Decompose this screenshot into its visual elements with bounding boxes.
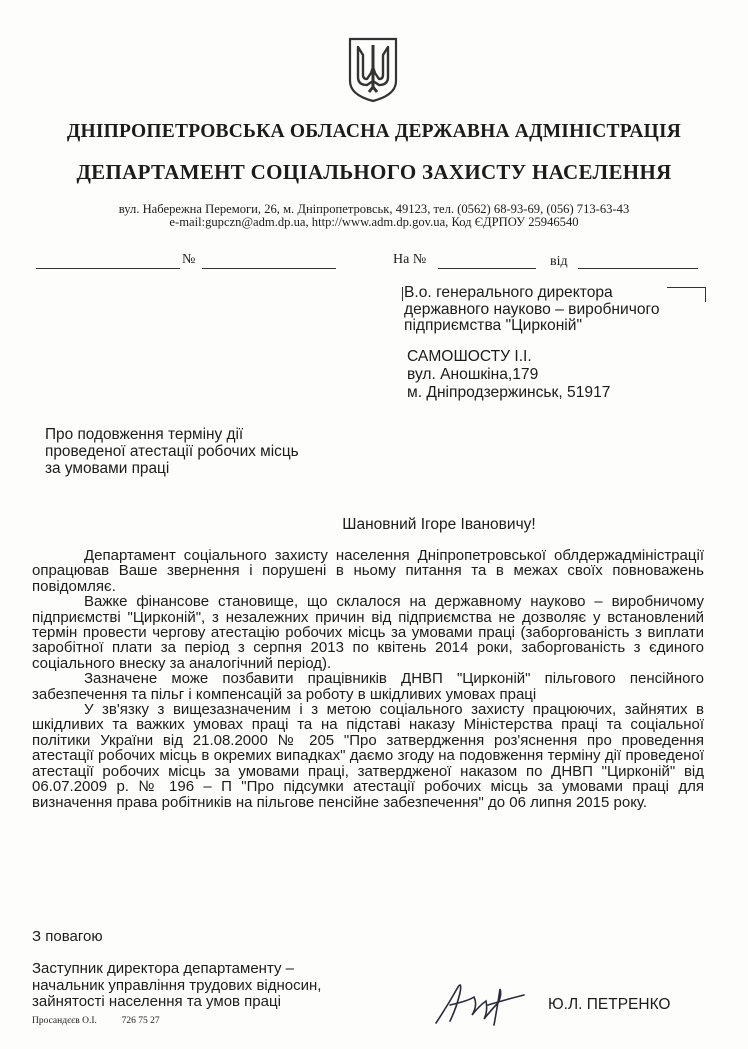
letter-body [32,548,704,810]
executor-info [32,1016,160,1026]
executor-phone: 726 75 27 [121,1016,160,1026]
incoming-date-label: від [550,254,568,269]
outgoing-number-label: № [182,252,196,267]
recipient-city: м. Дніпродзержинськ, 51917 [407,384,611,401]
org-title-department: ДЕПАРТАМЕНТ СОЦІАЛЬНОГО ЗАХИСТУ НАСЕЛЕННЯ [76,160,672,184]
outgoing-number-line [202,268,336,269]
incoming-number-label: На № [393,252,427,267]
address-line-1: вул. Набережна Перемоги, 26, м. Дніпропетровськ, 49123, тел. (0562) 68-93-69, (056) 713-63-43 [118,202,630,216]
org-title-administration: ДНІПРОПЕТРОВСЬКА ОБЛАСНА ДЕРЖАВНА АДМІНІСТРАЦІЯ [66,121,682,142]
body-paragraph-4: У зв'язку з вищезазначеним і з метою соціального захисту працюючих, зайнятих в шкідливих та важких умовах праці та на підставі наказу Міністерства праці та соціальної політики України від 21.08.2000 № 205 "Про затвердження роз'яснення про проведення атестації робочих місць в окремих випадках" даємо згоду на подовження терміну дії проведеної атестації робочих місць за умовами праці, затвердженої наказом по ДНВП "Цирконій" від 06.07.2009 р. № 196 – П "Про підсумки атестації робочих місць за умовами праці для визначення права робітників на пільгове пенсійне забезпечення" до 06 липня 2015 року. [32,701,704,811]
recipient-line-1: В.о. генерального директора [404,284,613,301]
salutation: Шановний Ігоре Івановичу! [342,516,536,533]
trident-coat-of-arms-icon [347,37,399,103]
org-address [0,203,748,229]
position-line-2: начальник управління трудових відносин, [32,976,322,994]
recipient-line-2: державного науково – виробничого [404,300,660,318]
recipient-line-3: підприємства "Цирконій" [404,317,583,334]
recipient-left-bracket [402,287,403,301]
recipient-right-bracket [667,287,706,302]
signatory-name: Ю.Л. ПЕТРЕНКО [548,996,671,1013]
signatory-position [32,961,321,1011]
outgoing-date-line [36,268,180,269]
incoming-number-line [438,268,536,269]
body-paragraph-3: Зазначене може позбавити працівників ДНВП "Цирконій" пільгового пенсійного забезпечення та пільг і компенсацій за роботу в шкідливих умовах праці [32,670,704,703]
position-line-1: Заступник директора департаменту – [32,960,295,977]
subject-line-1: Про подовження терміну дії [45,426,244,443]
body-paragraph-2: Важке фінансове становище, що склалося на державному науково – виробничому підприємстві "Цирконій", з незалежних причин від підприємства не дозволяє у встановлений термін провести чергову атестацію робочих місць за умовами праці (заборгованість з виплати заробітної плати за період з серпня 2013 по квітень 2014 роки, заборгованість з єдиного соціального внеску за аналогічний період). [32,593,704,672]
position-line-3: зайнятості населення та умов праці [32,993,281,1010]
address-line-2: e-mail:gupczn@adm.dp.ua, http://www.adm.dp.gov.ua, Код ЄДРПОУ 25946540 [169,215,579,229]
letter-subject [45,426,299,477]
handwritten-signature [428,975,538,1030]
recipient-name: САМОШОСТУ І.І. [407,348,532,365]
closing-regards: З повагою [32,928,103,945]
incoming-date-line [578,268,698,269]
recipient-address-block [407,348,610,402]
executor-name: Просандєєв О.І. [32,1016,97,1026]
body-paragraph-1: Департамент соціального захисту населення Дніпропетровської облдержадміністрації опрацював Ваше звернення і порушені в ньому питання та в межах своїх повноважень повідомляє. [32,547,704,595]
subject-line-2: проведеної атестації робочих місць [45,443,299,460]
recipient-street: вул. Аношкіна,179 [407,366,539,383]
subject-line-3: за умовами праці [45,460,170,477]
recipient-position [404,285,660,335]
